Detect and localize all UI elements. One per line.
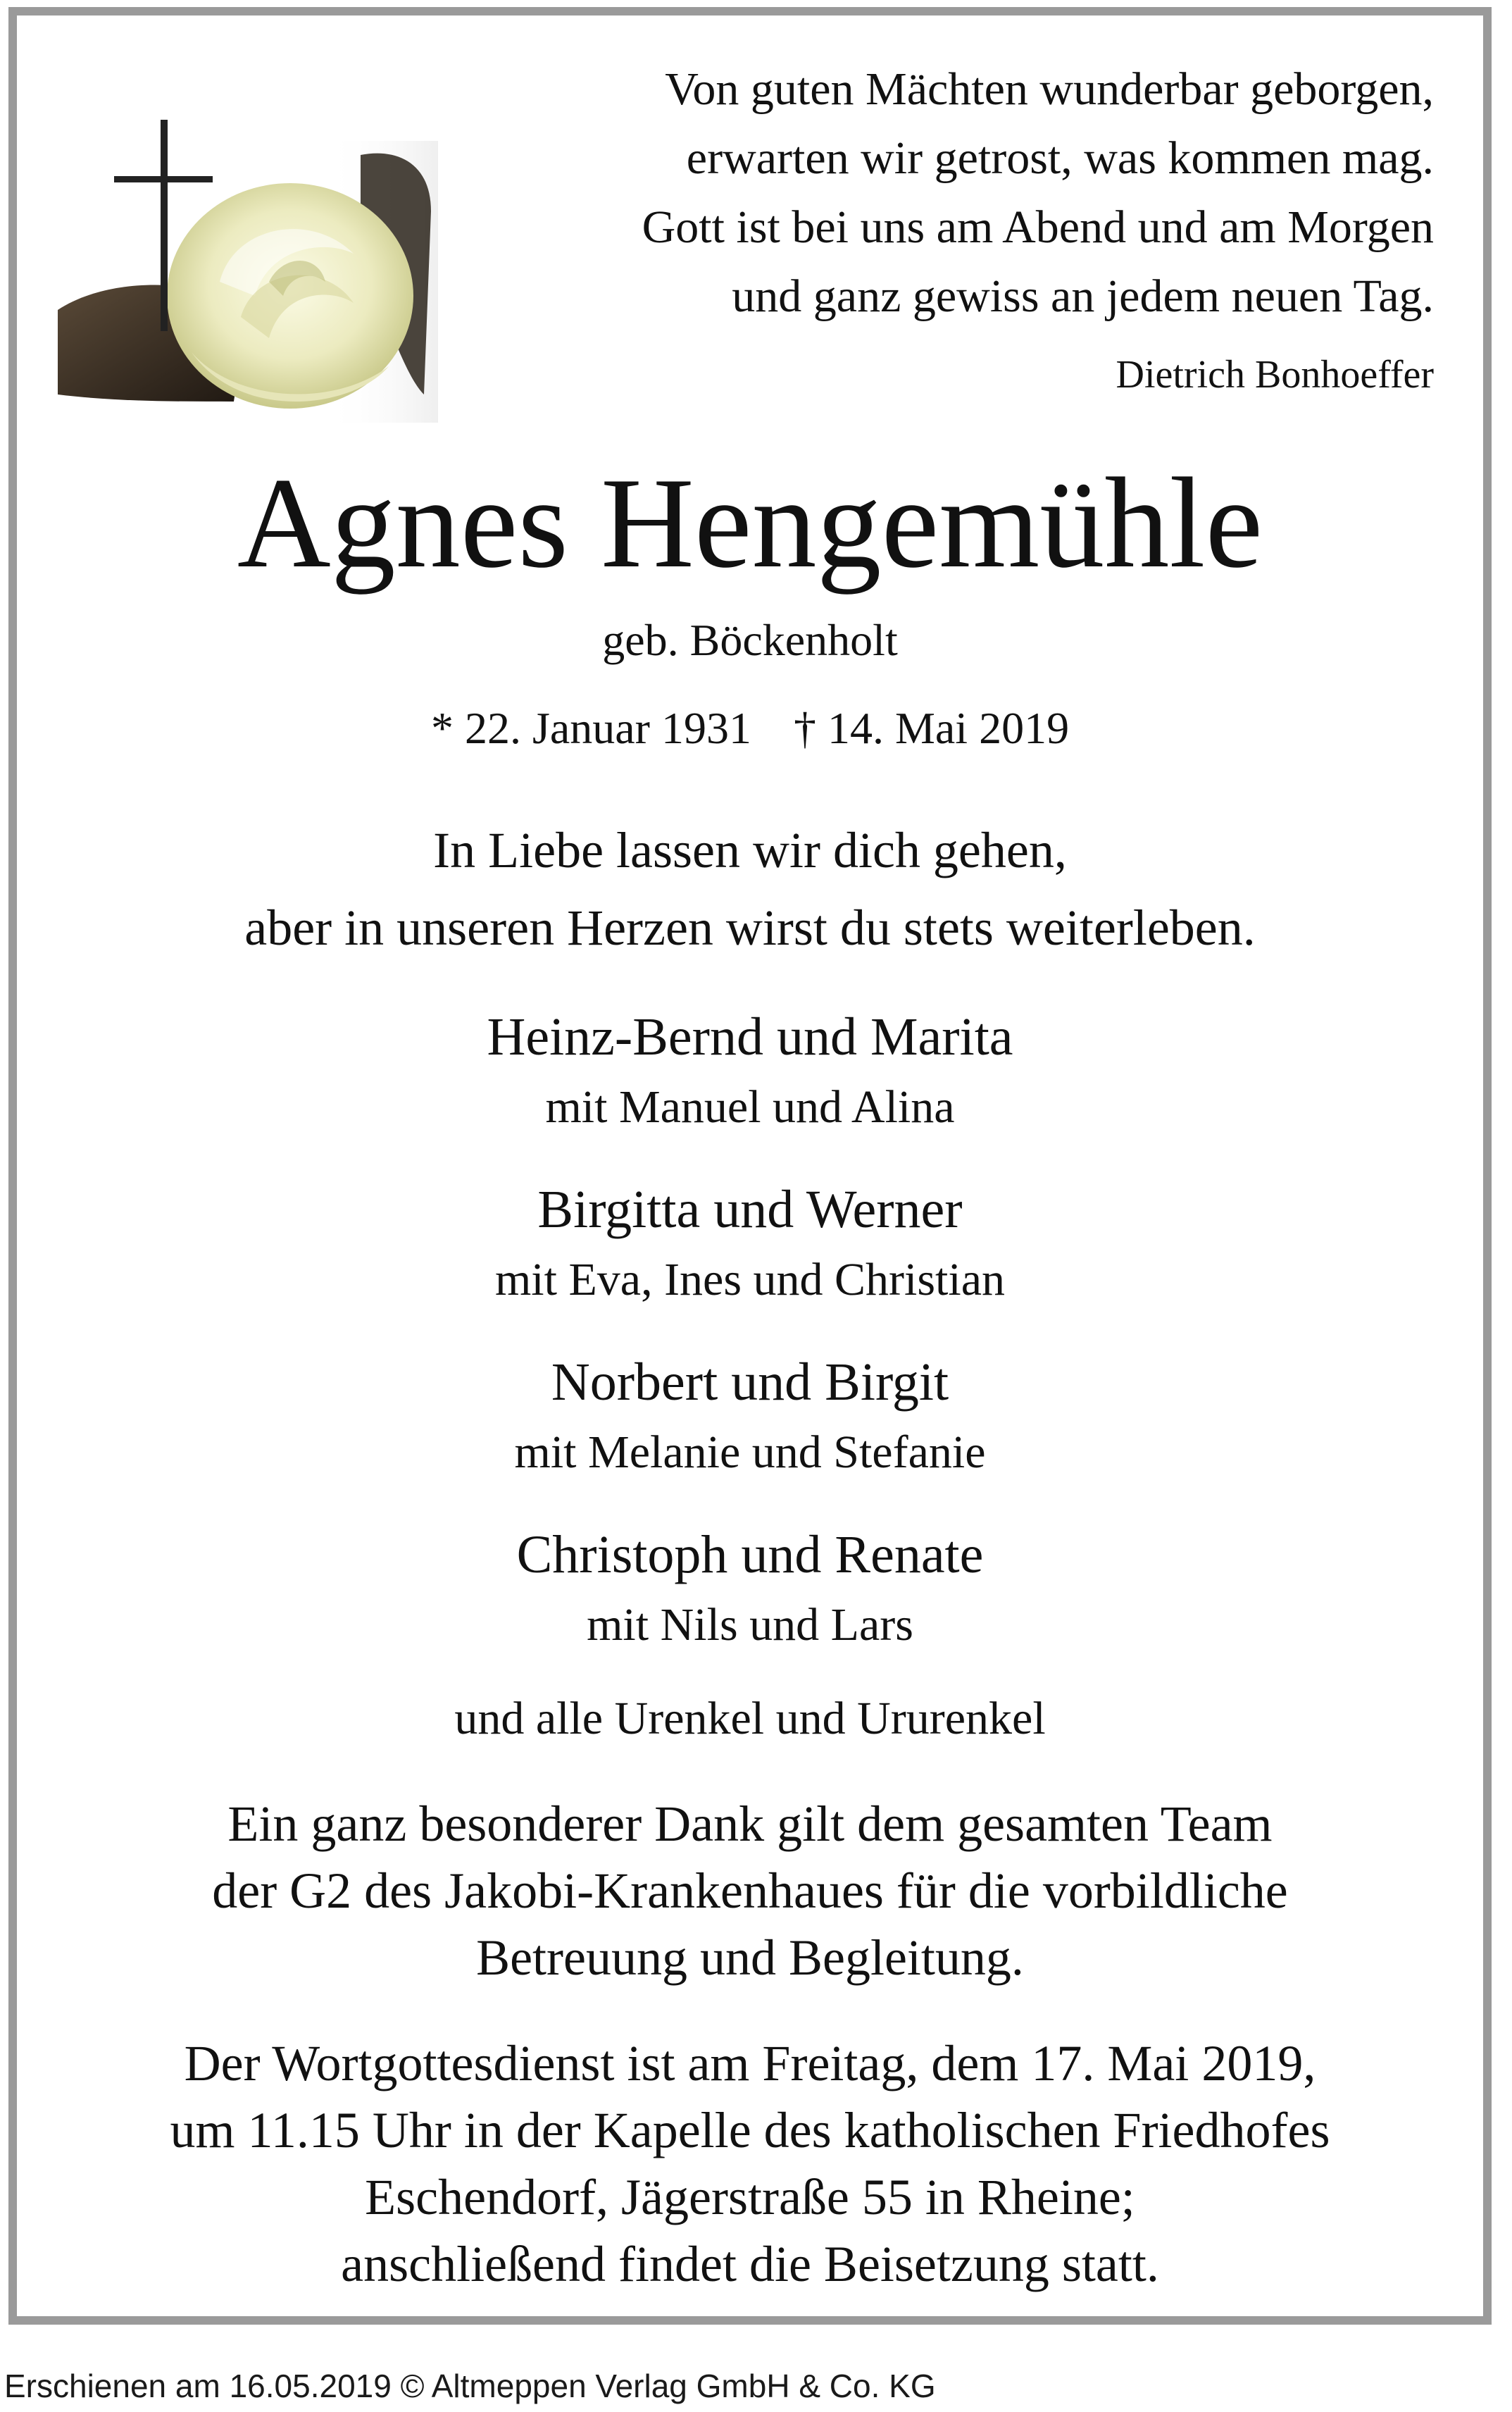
- family-entry: [17, 1519, 1483, 1660]
- cross-and-white-rose-icon: [58, 70, 438, 430]
- birth-date: * 22. Januar 1931: [430, 703, 751, 753]
- poem-line: Von guten Mächten wunderbar geborgen,: [665, 63, 1434, 115]
- family-names: Norbert und Birgit: [551, 1353, 949, 1412]
- poem: [642, 55, 1434, 331]
- family-children: mit Melanie und Stefanie: [514, 1426, 986, 1478]
- publication-footer: Erschienen am 16.05.2019 © Altmeppen Verlag GmbH & Co. KG: [4, 2368, 936, 2404]
- family-entry: [17, 1174, 1483, 1315]
- motto-line: In Liebe lassen wir dich gehen,: [433, 822, 1067, 878]
- service-line: Eschendorf, Jägerstraße 55 in Rheine;: [365, 2169, 1135, 2225]
- life-dates: [17, 702, 1483, 754]
- service-line: anschließend findet die Beisetzung statt.: [341, 2236, 1159, 2292]
- service-line: um 11.15 Uhr in der Kapelle des katholischen Friedhofes: [170, 2102, 1330, 2158]
- obituary-frame: [8, 7, 1492, 2325]
- poem-line: Gott ist bei uns am Abend und am Morgen: [642, 201, 1434, 253]
- great-grandchildren: und alle Urenkel und Ururenkel: [454, 1693, 1046, 1744]
- thanks-line: Ein ganz besonderer Dank gilt dem gesamten Team: [227, 1796, 1273, 1852]
- thanks-line: der G2 des Jakobi-Krankenhaues für die vorbildliche: [212, 1863, 1288, 1919]
- family-names: Christoph und Renate: [516, 1525, 984, 1584]
- birth-name: geb. Böckenholt: [602, 615, 898, 665]
- death-date: † 14. Mai 2019: [793, 703, 1070, 753]
- family-children: mit Eva, Ines und Christian: [494, 1254, 1006, 1305]
- family-entry: [17, 1002, 1483, 1143]
- family-children: mit Manuel und Alina: [545, 1081, 955, 1133]
- motto-line: aber in unseren Herzen wirst du stets weiterleben.: [244, 900, 1256, 956]
- family-children: mit Nils und Lars: [587, 1599, 913, 1651]
- poem-line: und ganz gewiss an jedem neuen Tag.: [732, 271, 1434, 322]
- family-entry: [17, 1347, 1483, 1488]
- motto: [17, 812, 1483, 966]
- family-names: Heinz-Bernd und Marita: [487, 1007, 1013, 1067]
- service-paragraph: [17, 2030, 1483, 2298]
- poem-author: Dietrich Bonhoeffer: [1116, 353, 1434, 397]
- service-line: Der Wortgottesdienst ist am Freitag, dem 17. Mai 2019,: [184, 2035, 1316, 2091]
- family-names: Birgitta und Werner: [537, 1180, 963, 1239]
- thanks-paragraph: [17, 1791, 1483, 1991]
- thanks-line: Betreuung und Begleitung.: [476, 1929, 1024, 1986]
- deceased-name: Agnes Hengemühle: [237, 451, 1263, 595]
- poem-line: erwarten wir getrost, was kommen mag.: [686, 132, 1434, 184]
